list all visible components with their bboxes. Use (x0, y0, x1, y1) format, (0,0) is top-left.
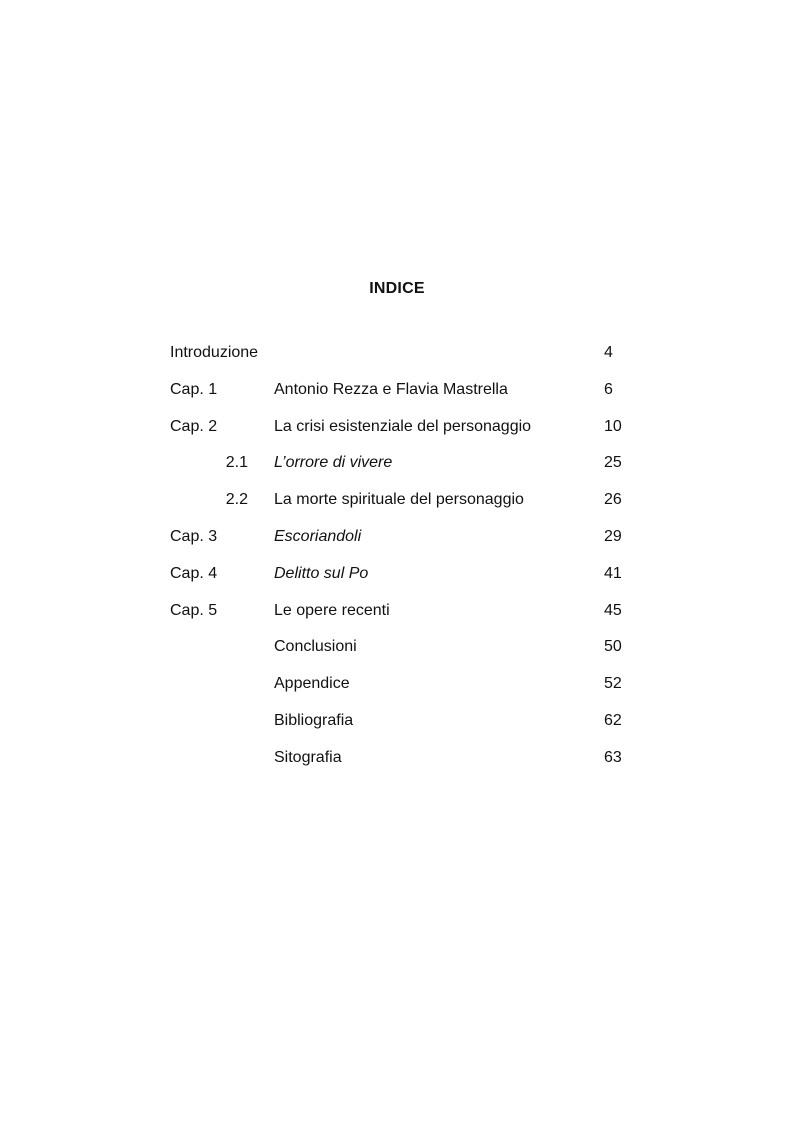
toc-row-cap-2 (0, 417, 794, 454)
toc-title: Escoriandoli (274, 527, 362, 545)
toc-label: 2.1 (225, 454, 248, 472)
toc-label: Cap. 5 (170, 601, 218, 619)
toc-title: Le opere recenti (274, 601, 390, 619)
toc-row-bibliografia (0, 711, 794, 748)
page-title: INDICE (369, 280, 425, 297)
toc-page-number: 29 (604, 527, 622, 545)
toc-row-cap-1 (0, 380, 794, 417)
toc-page-number: 6 (604, 380, 613, 398)
toc-title: Appendice (274, 675, 350, 693)
toc-title: Delitto sul Po (274, 564, 369, 582)
toc-label: Introduzione (170, 344, 259, 361)
toc-title: Sitografia (274, 748, 342, 766)
toc-page-number: 4 (604, 344, 613, 361)
toc-page-number: 10 (604, 417, 622, 435)
toc-label: 2.2 (225, 491, 248, 509)
toc-label: Cap. 4 (170, 564, 218, 582)
toc-page-number: 52 (604, 675, 622, 693)
toc-row-sitografia (0, 748, 794, 785)
toc-title: La crisi esistenziale del personaggio (274, 417, 532, 435)
toc-page-number: 50 (604, 638, 622, 656)
toc-row-appendice (0, 674, 794, 711)
toc-page-number: 41 (604, 564, 622, 582)
toc-title: Conclusioni (274, 638, 357, 656)
toc-page-number: 45 (604, 601, 622, 619)
toc-title: Bibliografia (274, 711, 354, 729)
table-of-contents (0, 343, 794, 785)
toc-row-cap-5 (0, 601, 794, 638)
toc-page-number: 25 (604, 454, 622, 472)
toc-label: Cap. 2 (170, 417, 218, 435)
toc-title: La morte spirituale del personaggio (274, 491, 524, 509)
toc-label: Cap. 3 (170, 527, 218, 545)
toc-row-2-1 (0, 453, 794, 490)
toc-row-introduzione (0, 343, 794, 380)
toc-label: Cap. 1 (170, 380, 218, 398)
toc-page-number: 62 (604, 711, 622, 729)
toc-page-number: 63 (604, 748, 622, 766)
toc-page-number: 26 (604, 491, 622, 509)
toc-title: L’orrore di vivere (274, 454, 393, 472)
toc-row-conclusioni (0, 637, 794, 674)
toc-title: Antonio Rezza e Flavia Mastrella (274, 380, 508, 398)
toc-row-2-2 (0, 490, 794, 527)
toc-row-cap-3 (0, 527, 794, 564)
toc-row-cap-4 (0, 564, 794, 601)
